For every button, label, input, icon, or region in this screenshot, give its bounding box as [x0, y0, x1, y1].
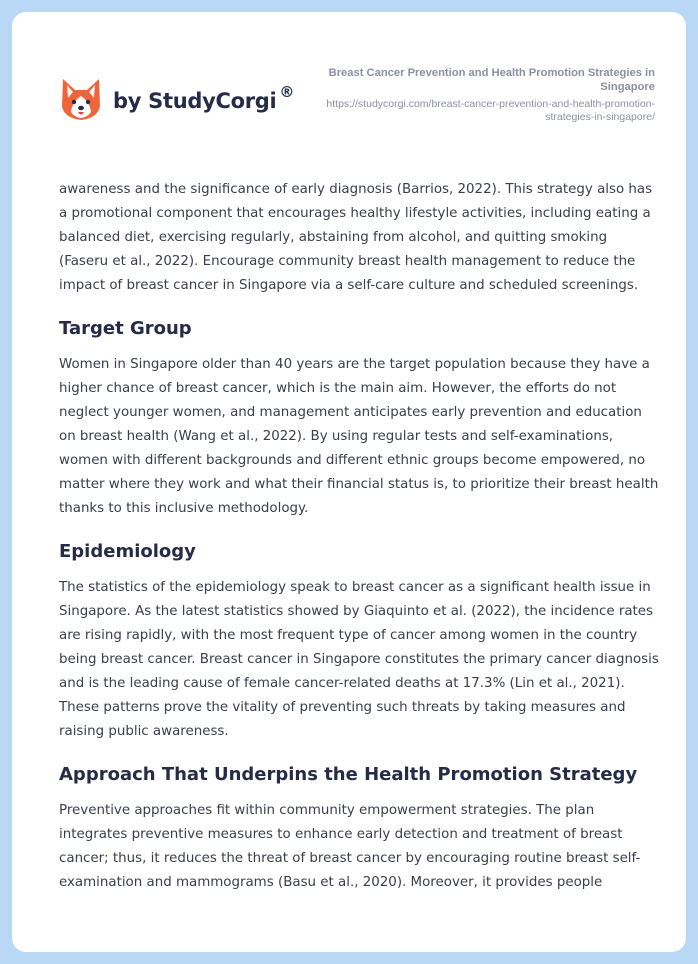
section-paragraph-approach: Preventive approaches fit within community empowerment strategies. The plan integrates preventive measures to enhance early detection and treatment of breast cancer; thus, it reduces the threat of breast cancer by encouraging routine breast self-examination and mammograms (Basu et al., 2020). Moreover, it provides people [59, 803, 641, 890]
section-heading-epidemiology: Epidemiology [59, 541, 196, 562]
studycorgi-logo[interactable] [60, 76, 294, 122]
document-meta [295, 66, 655, 124]
brand-name [113, 83, 295, 113]
section-heading-approach: Approach That Underpins the Health Promotion Strategy [59, 764, 638, 785]
corgi-logo-icon [60, 76, 102, 122]
document-body [59, 178, 659, 895]
document-title: Breast Cancer Prevention and Health Promotion Strategies in Singapore [328, 67, 655, 93]
document-url[interactable]: https://studycorgi.com/breast-cancer-prevention-and-health-promotion-strategies-in-singapore/ [326, 98, 655, 123]
registered-mark: ® [279, 83, 295, 101]
section-paragraph-target-group: Women in Singapore older than 40 years are the target population because they have a higher chance of breast cancer, which is the main aim. However, the efforts do not neglect younger women, and management anticipates early prevention and education on breast health (Wang et al., 2022). By using regular tests and self-examinations, women with different backgrounds and different ethnic groups become empowered, no matter where they work and what their financial status is, to prioritize their breast health thanks to this inclusive methodology. [59, 357, 659, 516]
page-header [12, 12, 686, 152]
intro-paragraph: awareness and the significance of early diagnosis (Barrios, 2022). This strategy also has a promotional component that encourages healthy lifestyle activities, including eating a balanced diet, exercising regularly, abstaining from alcohol, and quitting smoking (Faseru et al., 2022). Encourage community breast health management to reduce the impact of breast cancer in Singapore via a self-care culture and scheduled screenings. [59, 182, 653, 293]
document-page [12, 12, 686, 952]
brand-text: by StudyCorgi [113, 89, 277, 113]
section-heading-target-group: Target Group [59, 318, 192, 339]
section-paragraph-epidemiology: The statistics of the epidemiology speak to breast cancer as a significant health issue in Singapore. As the latest statistics showed by Giaquinto et al. (2022), the incidence rates are rising rapidly, with the most frequent type of cancer among women in the country being breast cancer. Breast cancer in Singapore constitutes the primary cancer diagnosis and is the leading cause of female cancer-related deaths at 17.3% (Lin et al., 2021). These patterns prove the vitality of preventing such threats by taking measures and raising public awareness. [59, 580, 659, 739]
